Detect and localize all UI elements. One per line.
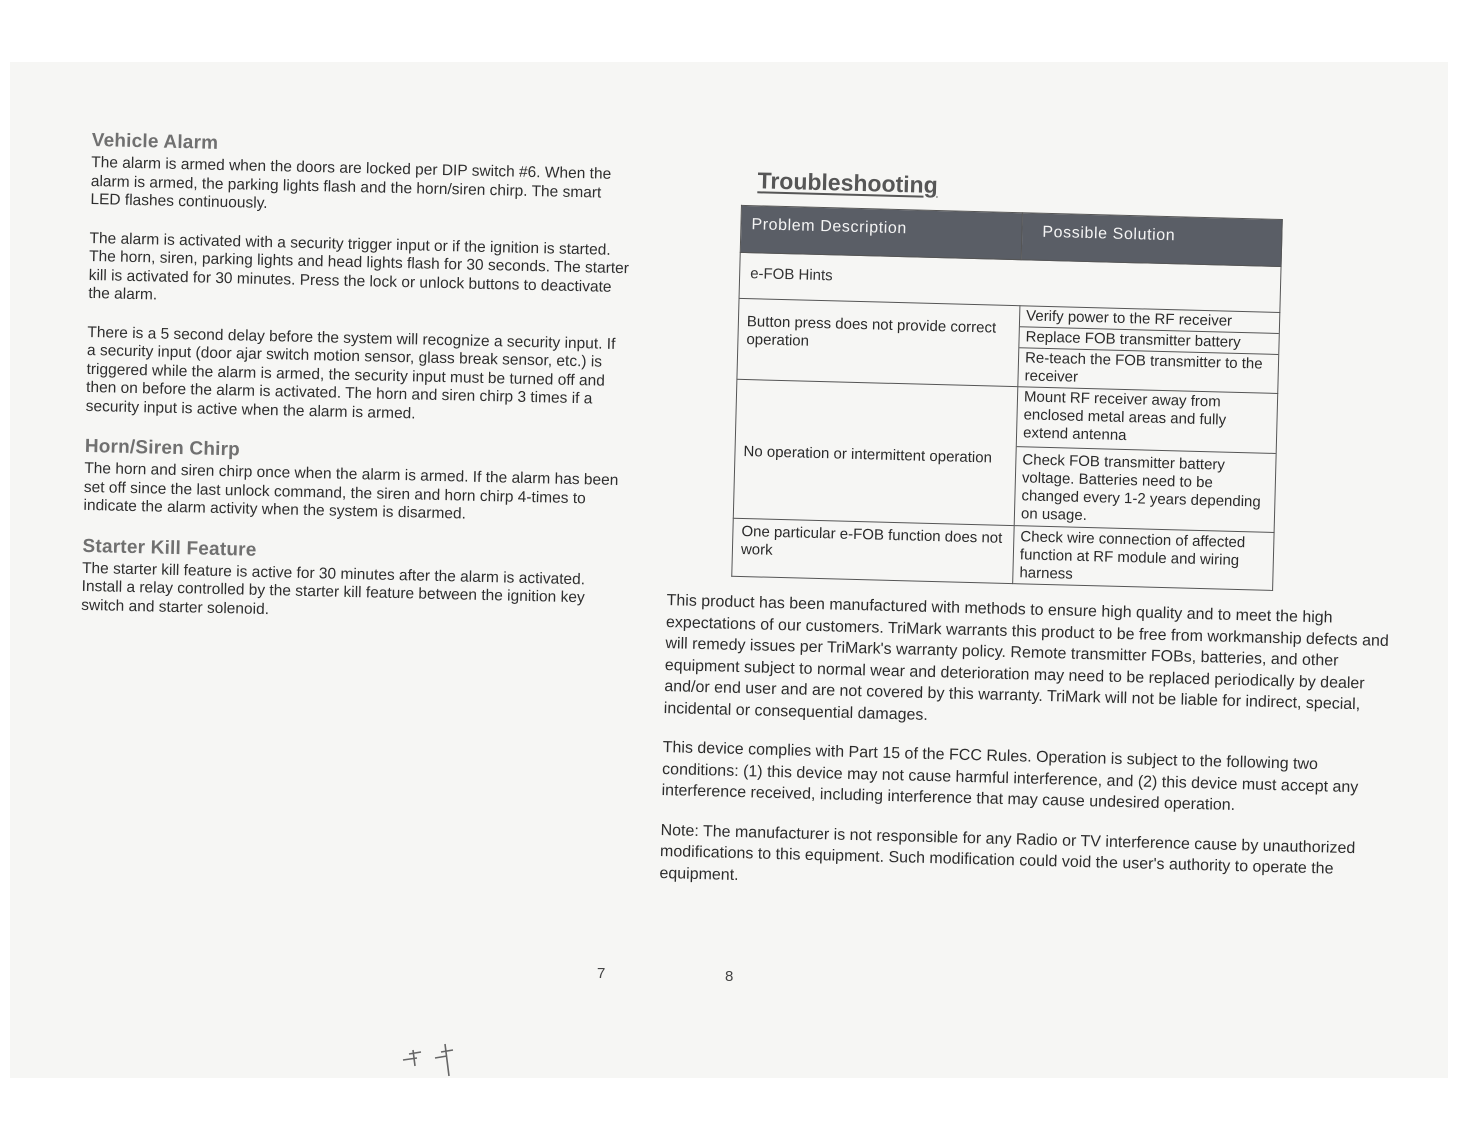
solution-cell	[1018, 306, 1280, 394]
page-number-left: 7	[597, 965, 606, 982]
solution-cell	[1014, 387, 1278, 533]
solution-item: Verify power to the RF receiver	[1020, 306, 1279, 334]
solution-item: Replace FOB transmitter battery	[1019, 327, 1278, 355]
troubleshooting-table	[731, 205, 1283, 591]
header-problem: Problem Description	[740, 205, 1022, 259]
section-heading: Vehicle Alarm	[91, 130, 219, 154]
solution-cell	[1013, 526, 1274, 591]
paragraph: The alarm is armed when the doors are locked per DIP switch #6. When the alarm is armed, the parking lights flash and the horn/siren chirp. The smart LED flashes continuously.	[90, 153, 612, 213]
warranty-text	[659, 590, 1392, 921]
solution-item: Mount RF receiver away from enclosed metal areas and fully extend antenna	[1017, 387, 1277, 454]
solution-item: Check wire connection of affected function at RF module and wiring harness	[1019, 528, 1246, 583]
problem-cell: No operation or intermittent operation	[733, 379, 1018, 525]
table-row	[733, 379, 1277, 532]
section-vehicle-alarm	[86, 130, 632, 428]
paragraph: There is a 5 second delay before the system will recognize a security input. If a security input (door ajar switch motion sensor, glass break sensor, etc.) is triggered while the alarm is armed, the security input must be turned off and then on before the alarm is activated. The horn and siren chirp 3 times if a security input is active when the alarm is armed.	[85, 323, 616, 422]
paragraph: The alarm is activated with a security trigger input or if the ignition is started. The horn, siren, parking lights and head lights flash for 30 seconds. The starter kill is activated for 30 minutes. Press the lock or unlock buttons to deactivate the alarm.	[88, 229, 630, 304]
section-starter-kill	[81, 535, 623, 627]
paragraph: The starter kill feature is active for 30 minutes after the alarm is activated. Install a relay controlled by the starter kill feature between the ignition key switch and starter solenoid.	[81, 559, 586, 618]
hint-cell: e-FOB Hints	[739, 252, 1281, 312]
solution-item: Re-teach the FOB transmitter to the receiver	[1024, 349, 1263, 386]
section-horn-siren-chirp	[83, 436, 625, 528]
page-number-right: 8	[725, 968, 734, 985]
paragraph: Note: The manufacturer is not responsible for any Radio or TV interference cause by unauthorized modifications to this equipment. Such modification could void the user's authority to operate the equipment.	[659, 821, 1356, 884]
section-heading: Starter Kill Feature	[82, 535, 257, 561]
problem-cell: Button press does not provide correct operation	[737, 298, 1020, 386]
paragraph: This device complies with Part 15 of the FCC Rules. Operation is subject to the following two conditions: (1) this device may not cause harmful interference, and (2) this device must accept any interference received, including interference that may cause undesired operation.	[661, 739, 1359, 815]
solution-item: Check FOB transmitter battery voltage. Batteries need to be changed every 1-2 years depending on usage.	[1020, 451, 1261, 525]
troubleshooting-title: Troubleshooting	[757, 167, 939, 199]
paragraph: The horn and siren chirp once when the alarm is armed. If the alarm has been set off since the last unlock command, the siren and horn chirp 4-times to indicate the alarm activity when the system is disarmed.	[83, 459, 619, 523]
table-row	[737, 298, 1280, 393]
problem-cell: One particular e-FOB function does not work	[732, 518, 1014, 583]
section-heading: Horn/Siren Chirp	[84, 435, 241, 461]
handwritten-mark	[395, 1022, 485, 1082]
header-solution: Possible Solution	[1021, 213, 1282, 267]
paragraph: This product has been manufactured with methods to ensure high quality and to meet the high expectations of our customers. TriMark warrants this product to be free from workmanship defects and will remedy issues per TriMark's warranty policy. Remote transmitter FOBs, batteries, and other equipment subject to normal wear and deterioration may need to be replaced periodically by dealer and/or end user and are not covered by this warranty. TriMark will not be liable for indirect, special, incidental or consequential damages.	[663, 592, 1389, 724]
left-page	[81, 130, 632, 647]
